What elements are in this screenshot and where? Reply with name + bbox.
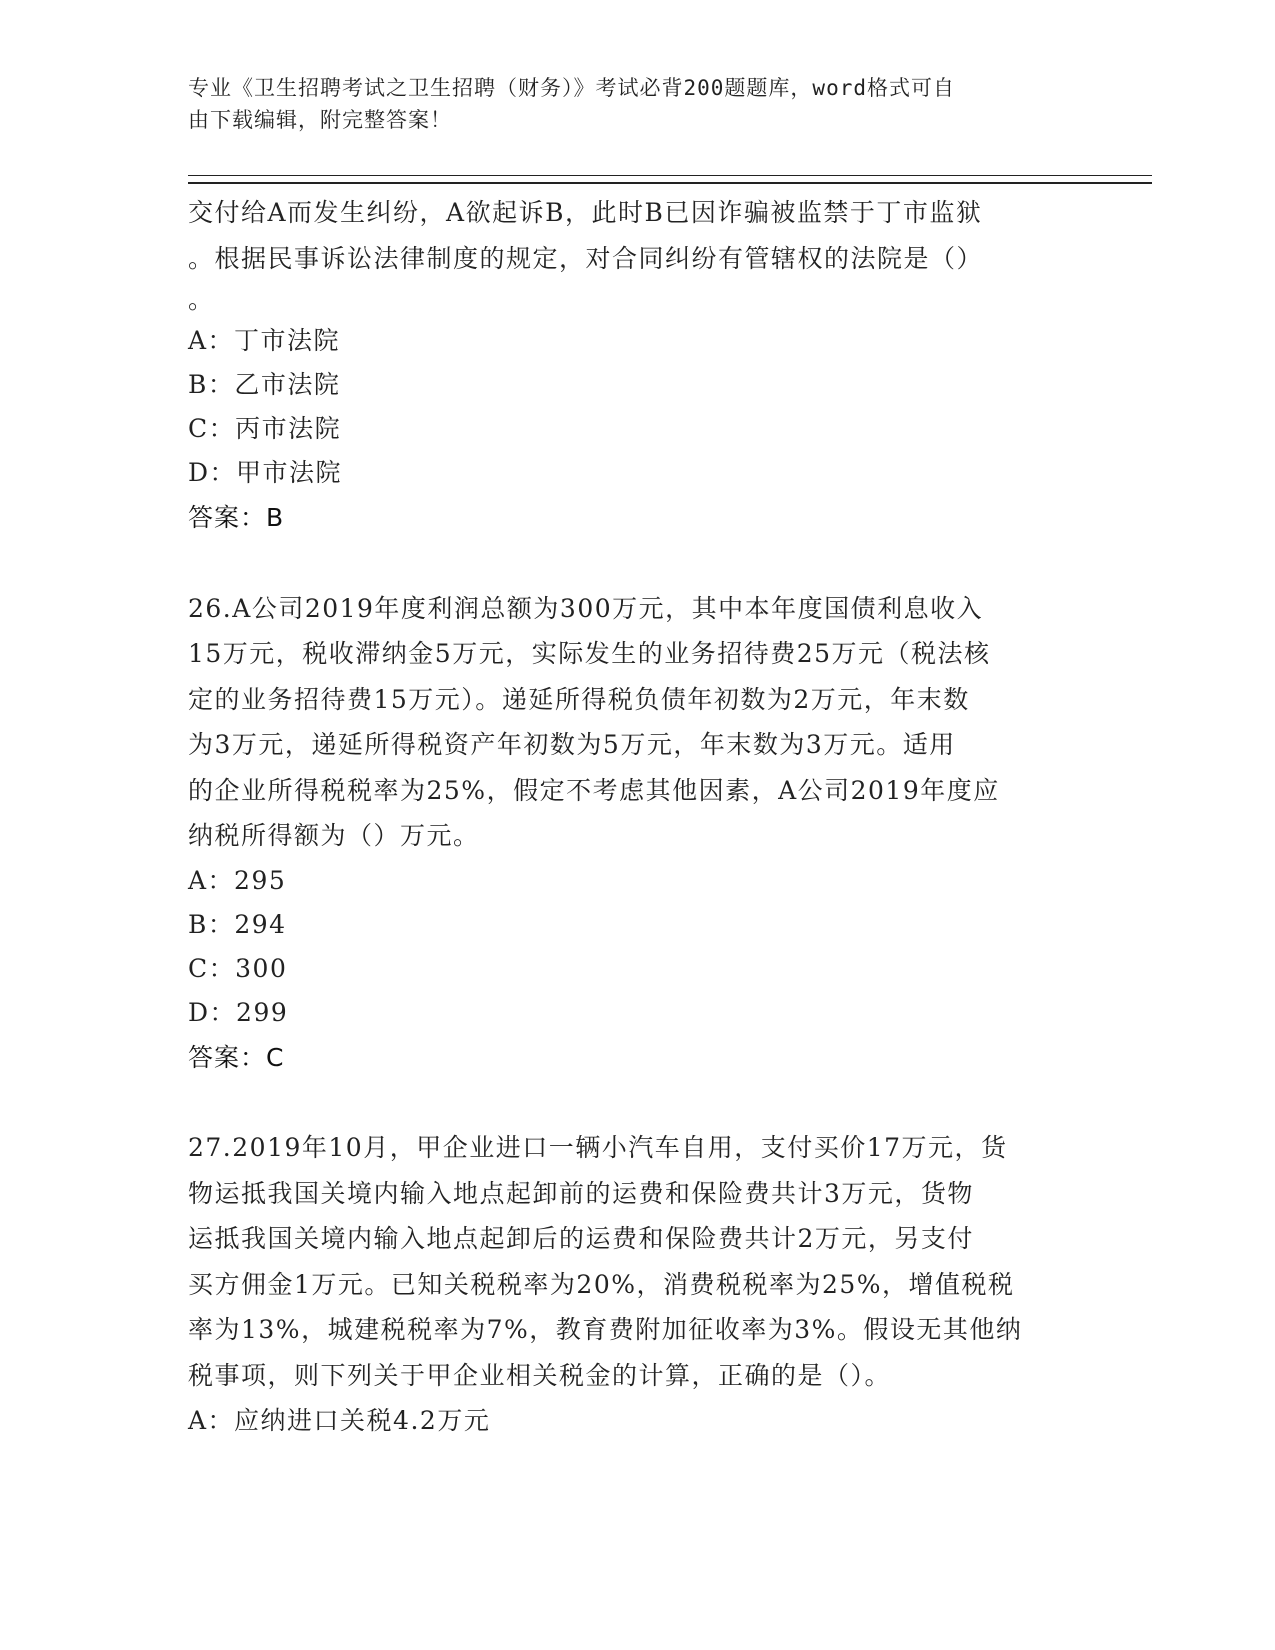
question-text-line: 运抵我国关境内输入地点起卸后的运费和保险费共计2万元，另支付 <box>188 1224 974 1253</box>
question-26 <box>188 586 1088 1081</box>
document-body <box>188 190 1088 1444</box>
header-line-1: 专业《卫生招聘考试之卫生招聘（财务）》考试必背200题题库，word格式可自 <box>188 76 955 100</box>
option-a: A：丁市法院 <box>188 326 341 355</box>
question-text-line: 纳税所得额为（）万元。 <box>188 821 480 850</box>
option-b: B：乙市法院 <box>188 370 341 399</box>
question-text-line: 买方佣金1万元。已知关税税率为20%，消费税税率为25%，增值税税 <box>188 1269 1015 1299</box>
option-b: B：294 <box>188 909 287 939</box>
question-text-line: 15万元，税收滞纳金5万元，实际发生的业务招待费25万元（税法核 <box>188 639 991 668</box>
question-25 <box>188 190 1088 541</box>
header-rule-thick <box>188 182 1152 184</box>
question-text-line: 交付给A而发生纠纷，A欲起诉B，此时B已因诈骗被监禁于丁市监狱 <box>188 198 983 227</box>
question-text-line: 。 <box>188 285 215 314</box>
question-27 <box>188 1125 1088 1444</box>
option-d: D：甲市法院 <box>188 458 343 487</box>
option-c: C：丙市法院 <box>188 414 342 443</box>
option-c: C：300 <box>188 953 288 983</box>
question-text-line: 的企业所得税税率为25%，假定不考虑其他因素，A公司2019年度应 <box>188 775 1000 805</box>
header-rule-thin <box>188 175 1152 176</box>
answer: 答案：B <box>188 503 285 532</box>
option-a: A：295 <box>188 865 287 895</box>
option-a: A：应纳进口关税4.2万元 <box>188 1406 491 1435</box>
question-text-line: 物运抵我国关境内输入地点起卸前的运费和保险费共计3万元，货物 <box>188 1178 974 1208</box>
header-line-2: 由下载编辑，附完整答案！ <box>188 108 452 132</box>
answer: 答案：C <box>188 1042 285 1072</box>
document-header <box>188 72 1068 136</box>
question-text-line: 27.2019年10月，甲企业进口一辆小汽车自用，支付买价17万元，货 <box>188 1133 1008 1162</box>
question-text-line: 定的业务招待费15万元）。递延所得税负债年初数为2万元，年末数 <box>188 684 970 714</box>
option-d: D：299 <box>188 997 289 1027</box>
question-text-line: 为3万元，递延所得税资产年初数为5万元，年末数为3万元。适用 <box>188 730 956 759</box>
question-text-line: 税事项，则下列关于甲企业相关税金的计算，正确的是（）。 <box>188 1360 892 1390</box>
spacer <box>188 1080 1088 1125</box>
question-text-line: 。根据民事诉讼法律制度的规定，对合同纠纷有管辖权的法院是（） <box>188 243 984 273</box>
question-text-line: 26.A公司2019年度利润总额为300万元，其中本年度国债利息收入 <box>188 593 984 623</box>
spacer <box>188 541 1088 586</box>
question-text-line: 率为13%，城建税税率为7%，教育费附加征收率为3%。假设无其他纳 <box>188 1315 1023 1344</box>
